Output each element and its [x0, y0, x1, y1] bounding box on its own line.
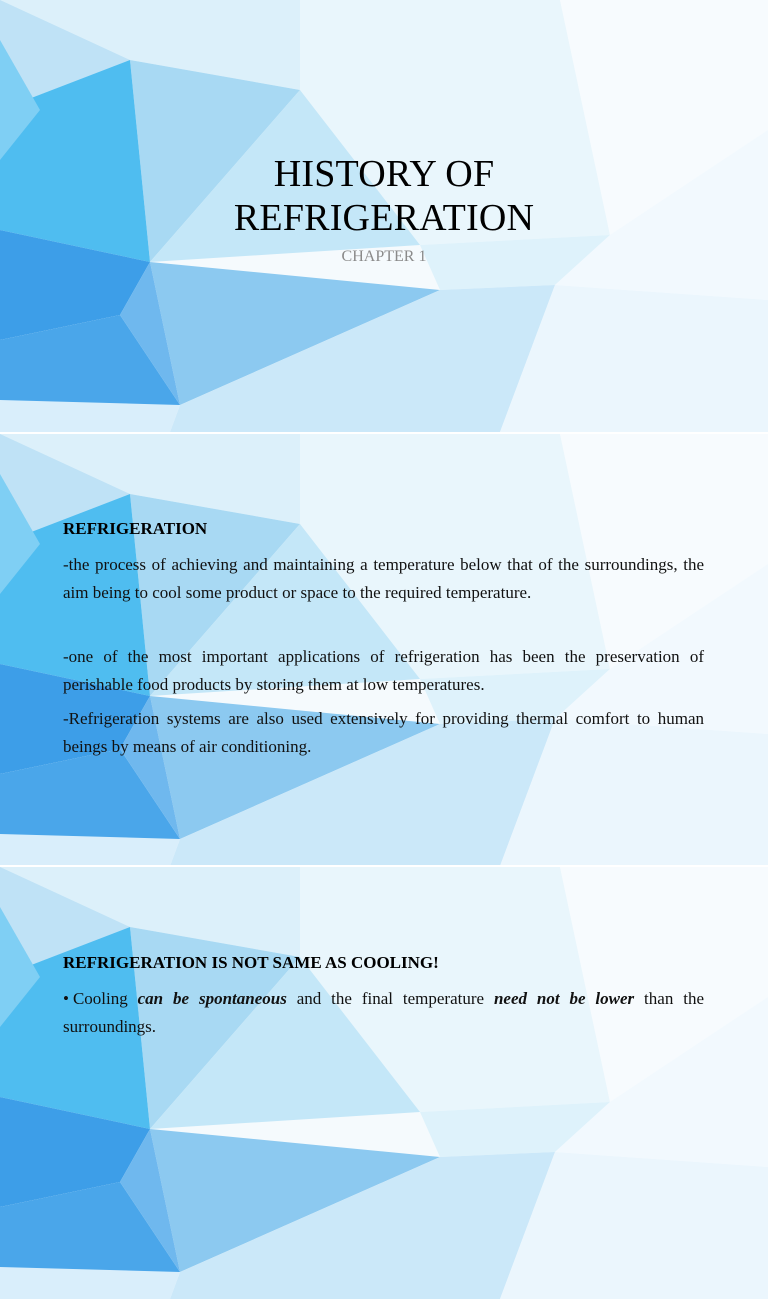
bullet-marker: • — [63, 989, 69, 1008]
bullet-emphasis: need not be lower — [493, 989, 635, 1008]
slide-definition — [0, 434, 768, 865]
slide-background — [0, 867, 768, 1299]
bullet-text: and the final temperature — [286, 989, 494, 1008]
slide-title — [0, 0, 768, 432]
bullet-text: Cooling — [72, 989, 138, 1008]
slide-subtitle: CHAPTER 1 — [341, 248, 427, 265]
bullet-emphasis: can be spontaneous — [137, 989, 287, 1008]
bullet-text: than the surroundings. — [63, 989, 704, 1036]
section-heading: REFRIGERATION — [63, 519, 208, 538]
title-line-2: REFRIGERATION — [233, 197, 535, 239]
paragraph-food-preservation: -one of the most important applications of refrigeration has been the preservation of perishable food products by storing them at low temperatures. — [63, 647, 704, 694]
paragraph-definition: -the process of achieving and maintaining a temperature below that of the surroundings, the aim being to cool some product or space to the required temperature. — [63, 555, 704, 602]
title-line-1: HISTORY OF — [273, 153, 495, 195]
slide-title-heading — [0, 152, 768, 240]
section-heading: REFRIGERATION IS NOT SAME AS COOLING! — [63, 953, 439, 972]
slide-cooling — [0, 867, 768, 1036]
bullet-item — [63, 985, 704, 1041]
paragraph-thermal-comfort: -Refrigeration systems are also used extensively for providing thermal comfort to human beings by means of air conditioning. — [63, 709, 704, 756]
